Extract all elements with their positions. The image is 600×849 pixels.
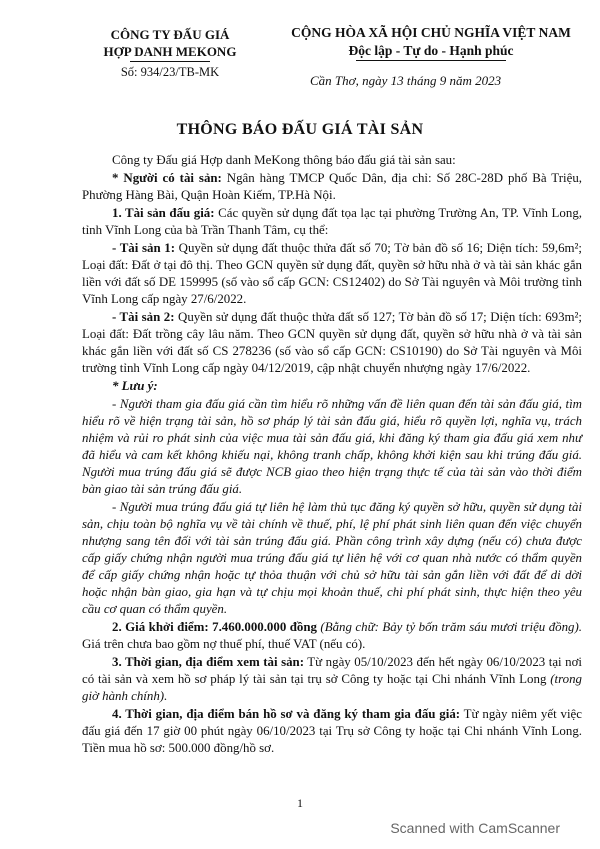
document-number: Số: 934/23/TB-MK [120,65,220,79]
section-4-text: Từ ngày niêm yết việc đấu giá đến 17 giờ 00 phút ngày 06/10/2023 tại Trụ sở Công ty hoặc tại Chi nhánh Vĩnh Long. Tiền mua hồ sơ: 500.000 đồng/hồ sơ. [82,707,582,755]
section-3 [82,654,582,705]
document-body [82,152,582,758]
owner-label: * Người có tài sản: [112,171,222,185]
section-3-note: (trong giờ hành chính). [82,672,582,703]
asset-1-text: Quyền sử dụng đất thuộc thửa đất số 70; Tờ bản đồ số 16; Diện tích: 59,6m²; Loại đất: Đất ở tại đô thị. Theo GCN quyền sử dụng đất, quyền sở hữu nhà ở và tài sản khác gắn liền với đất số DE 159995 (số vào sổ cấp GCN: CS12402) do Sở Tài nguyên và Môi trường tỉnh Vĩnh Long cấp ngày 27/6/2022. [82,241,582,306]
owner-paragraph [82,170,582,204]
intro-text: Công ty Đấu giá Hợp danh MeKong thông báo đấu giá tài sản sau: [112,153,456,167]
note-paragraph-1: - Người tham gia đấu giá cần tìm hiểu rõ những vấn đề liên quan đến tài sản đấu giá, tìm hiểu rõ về hiện trạng tài sản, hồ sơ pháp lý tài sản đấu giá, hiểu rõ quyền lợi, nghĩa vụ, trách nhiệm và rủi ro phát sinh của việc mua tài sản đấu giá, khi đăng ký tham gia đấu giá xem như đã hiểu và cam kết không khiếu nại, không tranh chấp, không khởi kiện sau khi trúng đấu giá. Người mua trúng đấu giá sẽ được NCB giao theo hiện trạng thực tế của tài sản vào thời điểm bàn giao tài sản trúng đấu giá. [82,397,582,496]
national-header [270,24,592,61]
asset-2-text: Quyền sử dụng đất thuộc thửa đất số 127; Tờ bản đồ số 17; Diện tích: 693m²; Loại đất: Đất trồng cây lâu năm. Theo GCN quyền sử dụng đất, quyền sở hữu nhà ở và tài sản khác gắn liền với đất số CS 278236 (số vào sổ cấp GCN: CS10190) do Sở Tài nguyên và Môi trường tỉnh Vĩnh Long cấp ngày 04/12/2019, cập nhật chuyển nhượng ngày 17/6/2022. [82,310,582,375]
header-divider [130,61,210,62]
section-2-words: (Bằng chữ: Bảy tỷ bốn trăm sáu mươi triệu đồng). [316,620,582,634]
document-title: THÔNG BÁO ĐẤU GIÁ TÀI SẢN [176,121,424,138]
owner-text: Ngân hàng TMCP Quốc Dân, địa chỉ: Số 28C-28D phố Bà Triệu, Phường Hàng Bài, Quận Hoàn Kiếm, TP.Hà Nội. [82,171,582,202]
asset-2-label: - Tài sản 2: [112,310,175,324]
issue-date: Cần Thơ, ngày 13 tháng 9 năm 2023 [310,73,502,88]
motto-underline [356,60,506,61]
national-motto: Độc lập - Tự do - Hạnh phúc [348,43,514,58]
section-1-text: Các quyền sử dụng đất tọa lạc tại phường Trường An, TP. Vĩnh Long, tỉnh Vĩnh Long của bà Trần Thanh Tâm, cụ thể: [82,206,582,237]
section-2-text: Giá trên chưa bao gồm nợ thuế phí, thuế VAT (nếu có). [82,637,366,651]
scanner-watermark: Scanned with CamScanner [390,820,560,836]
section-2-label: 2. Giá khởi điểm: 7.460.000.000 đồng [112,620,317,634]
note-label: * Lưu ý: [112,379,158,393]
section-3-label: 3. Thời gian, địa điểm xem tài sản: [112,655,304,669]
company-name-line1: CÔNG TY ĐẤU GIÁ [110,27,230,42]
section-3-text: Từ ngày 05/10/2023 đến hết ngày 06/10/2023 tại nơi có tài sản và xem hồ sơ pháp lý tài sản tại trụ sở Công ty hoặc tại Chi nhánh Vĩnh Long [82,655,582,686]
company-name-line2: HỢP DANH MEKONG [103,44,237,59]
section-1 [82,205,582,239]
page-number: 1 [297,796,303,810]
section-4-label: 4. Thời gian, địa điểm bán hồ sơ và đăng ký tham gia đấu giá: [112,707,461,721]
asset-1 [82,240,582,308]
note-heading [82,378,582,395]
asset-2 [82,309,582,377]
country-name: CỘNG HÒA XÃ HỘI CHỦ NGHĨA VIỆT NAM [291,25,571,40]
note-paragraph-2: - Người mua trúng đấu giá tự liên hệ làm thủ tục đăng ký quyền sở hữu, quyền sử dụng tài sản, chịu toàn bộ nghĩa vụ về tài chính về thuế, phí, lệ phí phát sinh liên quan đến việc chuyển nhượng sang tên đối với tài sản trúng đấu giá. Phần công trình xây dựng (nếu có) chưa được cấp giấy chứng nhận người mua trúng đấu giá tự liên hệ với cơ quan nhà nước có thẩm quyền để cấp giấy chứng nhận hoặc tự thỏa thuận với chủ sở hữu tài sản gắn liền với đất để di dời hoặc nhận bàn giao, gia hạn và tự chịu mọi khoản thuế, chi phí phát sinh, thực hiện theo yêu cầu cơ quan có thẩm quyền. [82,500,582,616]
section-4 [82,706,582,757]
asset-1-label: - Tài sản 1: [112,241,176,255]
company-header [90,26,250,81]
section-2 [82,619,582,653]
section-1-label: 1. Tài sản đấu giá: [112,206,215,220]
